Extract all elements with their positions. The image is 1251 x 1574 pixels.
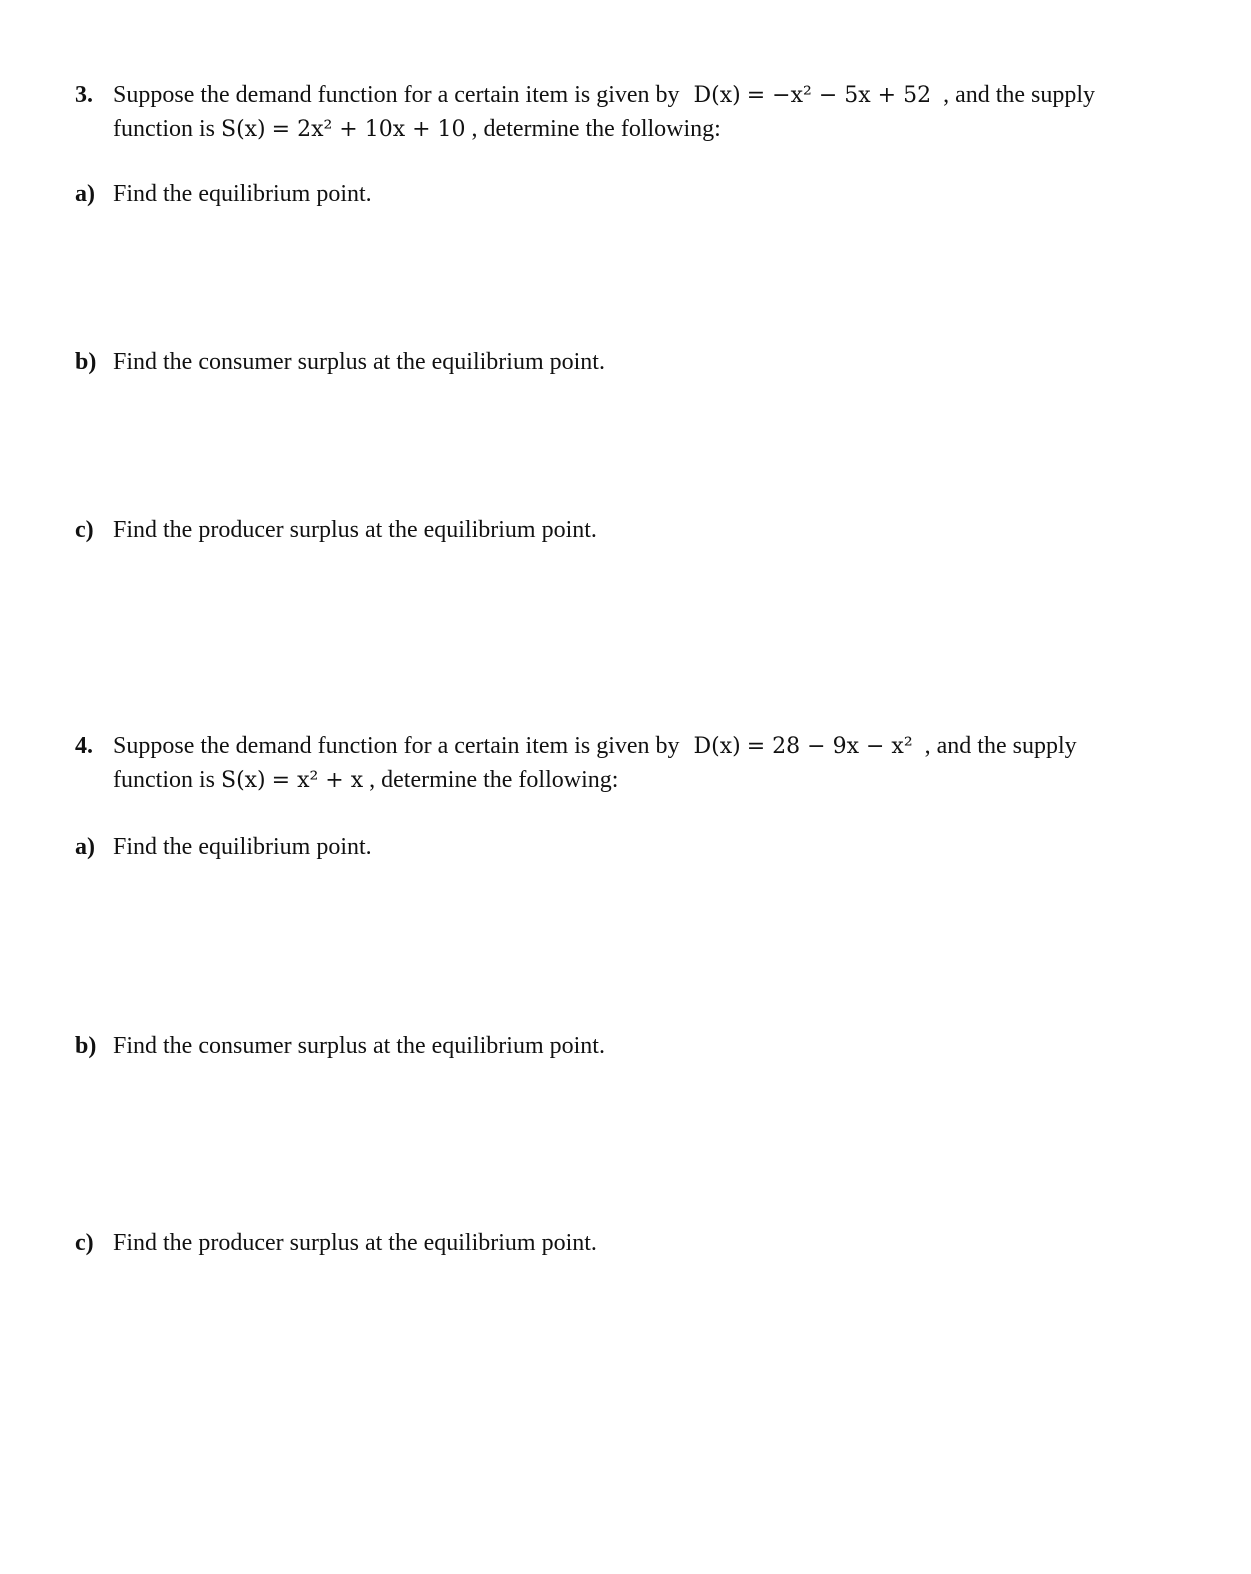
question-3-number: 3. <box>75 82 93 108</box>
question-3-line-2-prefix: function is <box>113 116 215 142</box>
demand-function-rhs: = 28 − 9x − x² <box>746 734 913 759</box>
question-3-line-1-suffix: , and the supply <box>943 82 1096 108</box>
q3-part-a-label: a) <box>75 181 95 207</box>
q3-part-c-text: Find the producer surplus at the equilibrium point. <box>113 517 597 543</box>
question-3-intro: Suppose the demand function for a certain item is given by <box>113 82 680 108</box>
demand-function-lhs: D(x) <box>693 734 741 759</box>
question-4-number: 4. <box>75 733 93 759</box>
supply-function-lhs: S(x) <box>221 117 266 142</box>
question-4-line-2 <box>113 765 618 796</box>
q3-part-b-text: Find the consumer surplus at the equilibrium point. <box>113 349 605 375</box>
question-4-line-1 <box>113 731 1077 762</box>
question-3-line-2 <box>113 114 721 145</box>
q4-part-c-label: c) <box>75 1230 94 1256</box>
supply-function-lhs: S(x) <box>221 768 266 793</box>
question-4-intro: Suppose the demand function for a certain item is given by <box>113 733 680 759</box>
q4-part-b-text: Find the consumer surplus at the equilibrium point. <box>113 1033 605 1059</box>
q4-part-b-label: b) <box>75 1033 97 1059</box>
question-4-line-2-suffix: , determine the following: <box>369 767 619 793</box>
supply-function-rhs: = x² + x <box>271 768 364 793</box>
question-3-line-2-suffix: , determine the following: <box>471 116 721 142</box>
q4-part-c-text: Find the producer surplus at the equilibrium point. <box>113 1230 597 1256</box>
q3-part-b-label: b) <box>75 349 97 375</box>
q3-part-c-label: c) <box>75 517 94 543</box>
q3-part-a-text: Find the equilibrium point. <box>113 181 372 207</box>
q4-part-a-label: a) <box>75 834 95 860</box>
question-4-line-1-suffix: , and the supply <box>924 733 1077 759</box>
q4-part-a-text: Find the equilibrium point. <box>113 834 372 860</box>
question-3-line-1 <box>113 80 1095 111</box>
supply-function-rhs: = 2x² + 10x + 10 <box>271 117 466 142</box>
question-4-line-2-prefix: function is <box>113 767 215 793</box>
demand-function-rhs: = −x² − 5x + 52 <box>746 83 932 108</box>
demand-function-lhs: D(x) <box>693 83 741 108</box>
